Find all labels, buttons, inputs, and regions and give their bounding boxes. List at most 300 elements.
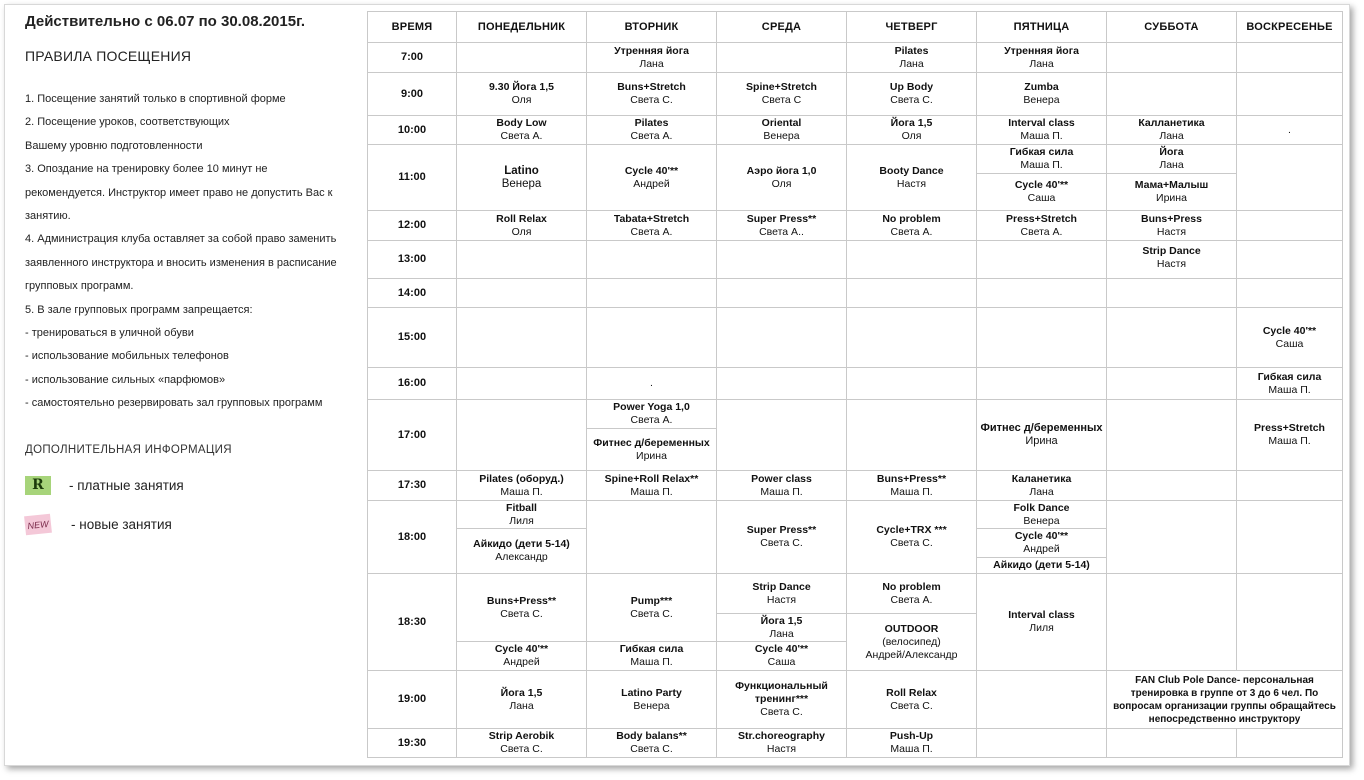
class-instructor: Александр [495,551,548,563]
empty-cell [1107,400,1237,471]
empty-cell [717,241,847,279]
class-instructor: Света С. [890,537,933,549]
header-monday: ПОНЕДЕЛЬНИК [457,12,587,43]
class-instructor: Андрей [1023,543,1060,555]
class-cell [847,614,977,671]
class-title: Latino Party [621,686,682,699]
time-cell: 18:00 [368,501,457,574]
empty-cell [1237,241,1343,279]
class-title: Фитнес д/беременных [980,422,1103,434]
class-instructor: Света А. [890,225,933,238]
class-title: Strip Aerobik [488,730,555,742]
row-0700 [368,43,1343,73]
class-cell [587,642,717,671]
class-cell [457,574,587,642]
row-1730 [368,471,1343,501]
class-title: Push-Up [889,730,934,742]
validity-heading: Действительно с 06.07 по 30.08.2015г. [25,13,305,30]
row-1100 [368,145,1343,174]
class-title: Cycle 40'** [1262,324,1317,337]
class-cell [457,471,587,501]
class-cell [977,400,1107,471]
header-friday: ПЯТНИЦА [977,12,1107,43]
time-cell: 14:00 [368,279,457,308]
class-cell [1237,368,1343,400]
rules-title: ПРАВИЛА ПОСЕЩЕНИЯ [25,48,192,64]
class-cell [457,671,587,729]
class-instructor: Маша П. [500,485,543,498]
empty-cell [1237,729,1343,758]
empty-cell [977,368,1107,400]
class-cell [977,529,1107,558]
class-title: Аэро йога 1,0 [746,164,817,177]
class-instructor: Света А. [630,225,673,238]
class-cell [457,145,587,211]
class-cell [587,671,717,729]
empty-cell [977,241,1107,279]
rule-line: - использование мобильных телефонов [25,350,229,363]
class-title: Latino [504,164,539,177]
rule-line: рекомендуется. Инструктор имеет право не допустить Вас к [25,186,333,199]
empty-cell [1107,574,1237,671]
class-instructor: Света С. [630,607,673,620]
class-title: Buns+Press** [486,594,557,607]
class-cell [457,501,587,529]
class-title: Утренняя йога [1004,44,1079,57]
class-instructor: Маша П. [890,485,933,498]
class-cell [1107,211,1237,241]
info-title: ДОПОЛНИТЕЛЬНАЯ ИНФОРМАЦИЯ [25,443,232,456]
class-instructor: Света С. [890,94,933,106]
header-time: ВРЕМЯ [368,12,457,43]
time-cell: 7:00 [368,43,457,73]
empty-cell [977,671,1107,729]
class-title: Power Yoga 1,0 [613,401,690,413]
class-title: Buns+Stretch [617,81,686,93]
time-cell: 19:30 [368,729,457,758]
empty-cell [717,400,847,471]
class-title: Pump*** [630,594,673,607]
empty-cell [587,241,717,279]
class-cell [717,729,847,758]
class-cell [847,73,977,116]
class-cell [717,614,847,642]
class-title: Spine+Roll Relax** [604,472,699,485]
time-cell: 9:00 [368,73,457,116]
class-title: Strip Dance [1142,245,1201,257]
class-cell [717,116,847,145]
class-title: Cycle 40'** [1014,179,1069,191]
empty-cell [847,368,977,400]
class-cell [847,211,977,241]
class-title: Fitball [506,501,537,514]
class-title: Йога [1159,146,1184,158]
class-instructor: Лана [1029,57,1054,70]
class-instructor: Лана [899,57,924,70]
class-instructor: Лана [639,57,664,70]
class-cell [977,211,1107,241]
class-instructor: Маша П. [1020,130,1063,142]
class-instructor: Маша П. [630,485,673,498]
empty-cell [1237,73,1343,116]
class-cell [977,471,1107,501]
new-badge-icon: NEW [24,513,52,535]
class-instructor: Света А. [890,593,933,606]
empty-cell [457,241,587,279]
time-cell: 16:00 [368,368,457,400]
empty-cell [847,279,977,308]
header-wednesday: СРЕДА [717,12,847,43]
rule-line: заявленного инструктора и вносить изменения в расписание [25,256,337,269]
class-cell [457,116,587,145]
new-label: - новые занятия [71,516,172,532]
class-cell [457,642,587,671]
class-title: . [1288,123,1291,136]
class-instructor: Маша П. [890,743,933,755]
class-instructor: Света А. [1020,225,1063,238]
empty-cell [847,241,977,279]
class-cell [847,145,977,211]
time-cell: 11:00 [368,145,457,211]
empty-cell [587,279,717,308]
empty-cell [1107,279,1237,308]
class-cell [587,574,717,642]
class-instructor: Лана [1159,159,1184,171]
class-instructor: Маша П. [760,485,803,498]
class-title: Гибкая сила [619,643,684,655]
class-title: Гибкая сила [1257,370,1322,383]
class-instructor: Света С. [760,537,803,549]
class-title: Калланетика [1138,117,1205,129]
class-cell [1237,308,1343,368]
class-title: Pilates [634,117,669,129]
class-instructor: Венера [501,177,542,190]
header-sunday: ВОСКРЕСЕНЬЕ [1237,12,1343,43]
class-cell [717,642,847,671]
class-instructor-extra: Андрей/Александр [865,648,958,661]
class-title: No problem [882,212,941,225]
class-title: Айкидо (дети 5-14) [993,559,1090,571]
class-cell [587,211,717,241]
class-instructor: Ирина [636,449,667,462]
class-instructor: Света С. [760,706,803,718]
class-cell [587,116,717,145]
empty-cell [717,368,847,400]
class-title: Йога 1,5 [760,614,803,627]
time-cell: 19:00 [368,671,457,729]
empty-cell [1237,145,1343,211]
class-cell [977,558,1107,574]
rule-line: - использование сильных «парфюмов» [25,373,226,386]
row-0900 [368,73,1343,116]
class-cell [587,145,717,211]
class-title: Roll Relax [886,686,937,699]
class-cell [717,471,847,501]
header-row [368,12,1343,43]
time-cell: 13:00 [368,241,457,279]
row-1300 [368,241,1343,279]
class-instructor: Света С. [630,743,673,755]
class-instructor: Венера [1023,514,1060,527]
class-title: Каланетика [1011,472,1072,485]
class-cell [1107,145,1237,174]
class-instructor: Маша П. [1268,435,1311,447]
class-cell [847,671,977,729]
empty-cell [1107,729,1237,758]
class-instructor: (велосипед) [882,635,941,648]
class-title: Tabata+Stretch [613,212,690,225]
empty-cell [1237,471,1343,501]
class-title: Йога 1,5 [500,686,543,699]
class-instructor: Саша [1027,192,1056,204]
time-cell: 18:30 [368,574,457,671]
rule-line: 1. Посещение занятий только в спортивной форме [25,93,286,105]
class-title: Cycle 40'** [1014,530,1069,542]
empty-cell [847,308,977,368]
class-cell [717,145,847,211]
rules-list [25,88,345,416]
class-cell [847,471,977,501]
class-instructor: Венера [1023,94,1060,106]
class-instructor: Оля [511,94,532,106]
class-instructor: Саша [1275,337,1304,350]
class-instructor: Ирина [1025,435,1058,447]
row-1400 [368,279,1343,308]
rule-line: Вашему уровню подготовленности [25,139,203,152]
class-instructor: Настя [766,743,797,755]
time-cell: 10:00 [368,116,457,145]
row-1700 [368,400,1343,429]
class-title: Cycle 40'** [754,643,809,655]
class-title: Interval class [1008,609,1075,621]
class-cell [1237,400,1343,471]
class-instructor: Света А.. [759,225,804,238]
row-1200 [368,211,1343,241]
class-cell [587,73,717,116]
class-cell [847,116,977,145]
empty-cell [847,400,977,471]
rule-line: 4. Администрация клуба оставляет за собой право заменить [25,233,337,246]
class-instructor: Настя [1156,225,1187,238]
empty-cell [1237,501,1343,574]
class-title: OUTDOOR [884,622,939,635]
class-title: Body balans** [616,730,687,742]
class-cell [587,471,717,501]
row-1000 [368,116,1343,145]
legend-paid [25,476,345,495]
time-cell: 17:00 [368,400,457,471]
row-1900 [368,671,1343,729]
schedule-table [367,11,1343,758]
class-title: Buns+Press** [876,472,947,485]
class-title: Roll Relax [496,212,547,225]
class-title: Press+Stretch [1006,212,1077,225]
row-1800 [368,501,1343,529]
class-title: Pilates (оборуд.) [479,472,564,485]
empty-cell [457,308,587,368]
class-instructor: Света С. [500,743,543,755]
schedule-page [4,4,1350,766]
class-cell [847,729,977,758]
empty-cell [457,368,587,400]
class-cell [977,43,1107,73]
class-title: Мама+Малыш [1134,179,1209,191]
row-1600 [368,368,1343,400]
class-cell [847,574,977,614]
class-instructor: Лана [1159,130,1184,142]
class-title: Йога 1,5 [890,117,933,129]
class-instructor: Венера [763,130,800,142]
class-cell [717,501,847,574]
class-title: Cycle 40'** [494,643,549,655]
header-tuesday: ВТОРНИК [587,12,717,43]
class-cell [717,574,847,614]
class-cell [457,529,587,574]
empty-cell [717,308,847,368]
empty-cell [1237,211,1343,241]
empty-cell [457,43,587,73]
class-instructor: Лана [509,699,534,712]
class-title: Cycle 40'** [624,164,679,177]
empty-cell [717,279,847,308]
class-cell [587,429,717,471]
class-cell [977,174,1107,211]
row-1930 [368,729,1343,758]
legend-new [25,515,345,534]
class-instructor: Света С. [890,699,933,712]
class-instructor: Света А. [630,414,673,426]
rule-line: групповых программ. [25,280,134,293]
class-title: Super Press** [746,524,817,536]
class-instructor: Лана [1029,485,1054,498]
class-title: Spine+Stretch [746,81,817,93]
rule-line: 5. В зале групповых программ запрещается: [25,303,253,316]
class-instructor: Лиля [1029,622,1054,634]
class-cell [717,671,847,729]
class-title: Функциональный тренинг*** [735,680,828,705]
class-instructor: Настя [896,177,927,190]
class-cell [977,73,1107,116]
class-title: Фитнес д/беременных [593,436,710,449]
class-title: Super Press** [746,212,817,225]
empty-cell [717,43,847,73]
empty-cell [1107,73,1237,116]
class-title: Booty Dance [879,164,944,177]
class-instructor: Настя [766,593,797,606]
class-title: Zumba [1024,81,1059,93]
class-instructor: Оля [901,130,922,142]
class-instructor: Саша [767,656,796,668]
class-title: Press+Stretch [1254,422,1325,434]
class-title: Body Low [496,117,547,129]
rule-line: занятию. [25,210,71,223]
empty-cell [1107,308,1237,368]
class-instructor: Ирина [1156,192,1187,204]
class-title: Str.choreography [738,730,825,742]
empty-cell [1107,501,1237,574]
class-title: Pilates [894,44,929,57]
class-instructor: Маша П. [1268,383,1311,396]
class-cell [717,211,847,241]
class-title: Айкидо (дети 5-14) [473,538,570,550]
class-title: Power class [751,472,812,485]
class-instructor: Света С. [630,94,673,106]
class-cell [977,116,1107,145]
class-cell [587,43,717,73]
class-instructor: Лана [769,627,794,640]
header-saturday: СУББОТА [1107,12,1237,43]
class-instructor: Оля [771,177,792,190]
class-cell [977,574,1107,671]
row-1500 [368,308,1343,368]
class-instructor: Маша П. [630,656,673,668]
class-title: Buns+Press [1141,212,1202,225]
empty-cell [587,501,717,574]
class-instructor: Света А. [500,130,543,142]
empty-cell [1107,43,1237,73]
class-cell [587,368,717,400]
class-instructor: Настя [1156,258,1187,270]
class-cell [457,729,587,758]
class-instructor: Света С [761,94,802,106]
rule-line: 3. Опоздание на тренировку более 10 минут не [25,163,268,176]
empty-cell [1237,43,1343,73]
empty-cell [1107,368,1237,400]
empty-cell [587,308,717,368]
pole-dance-note: FAN Club Pole Dance- персональная тренировка в группе от 3 до 6 чел. По вопросам организации группы обращайтесь непосредственно инструктору [1107,671,1343,729]
class-title: Cycle+TRX *** [876,524,947,536]
class-cell [1107,174,1237,211]
class-title: Folk Dance [1013,501,1070,514]
paid-label: - платные занятия [69,477,184,493]
class-title: Interval class [1008,117,1075,129]
class-cell [1107,116,1237,145]
header-thursday: ЧЕТВЕРГ [847,12,977,43]
class-cell [457,73,587,116]
class-instructor: Маша П. [1020,159,1063,171]
class-cell [1237,116,1343,145]
class-cell [587,400,717,429]
class-instructor: Света А. [630,130,673,142]
class-cell [587,729,717,758]
class-title: No problem [882,580,941,593]
class-cell [977,145,1107,174]
empty-cell [977,308,1107,368]
class-cell [847,43,977,73]
class-instructor: Лиля [509,514,534,527]
empty-cell [1237,279,1343,308]
class-title: Up Body [889,81,934,93]
class-instructor: Оля [511,225,532,238]
class-cell [977,501,1107,529]
class-title: Oriental [761,117,802,129]
class-cell [457,211,587,241]
class-instructor: Венера [633,699,670,712]
empty-cell [457,400,587,471]
class-instructor: Андрей [633,177,670,190]
empty-cell [977,279,1107,308]
class-title: 9.30 Йога 1,5 [488,81,555,93]
row-1830 [368,574,1343,614]
empty-cell [1107,471,1237,501]
class-title: Гибкая сила [1009,146,1074,158]
class-title: Утренняя йога [614,44,689,57]
class-title: . [650,377,653,389]
class-cell [1107,241,1237,279]
empty-cell [977,729,1107,758]
class-title: Strip Dance [752,580,811,593]
rule-line: - тренироваться в уличной обуви [25,327,194,340]
